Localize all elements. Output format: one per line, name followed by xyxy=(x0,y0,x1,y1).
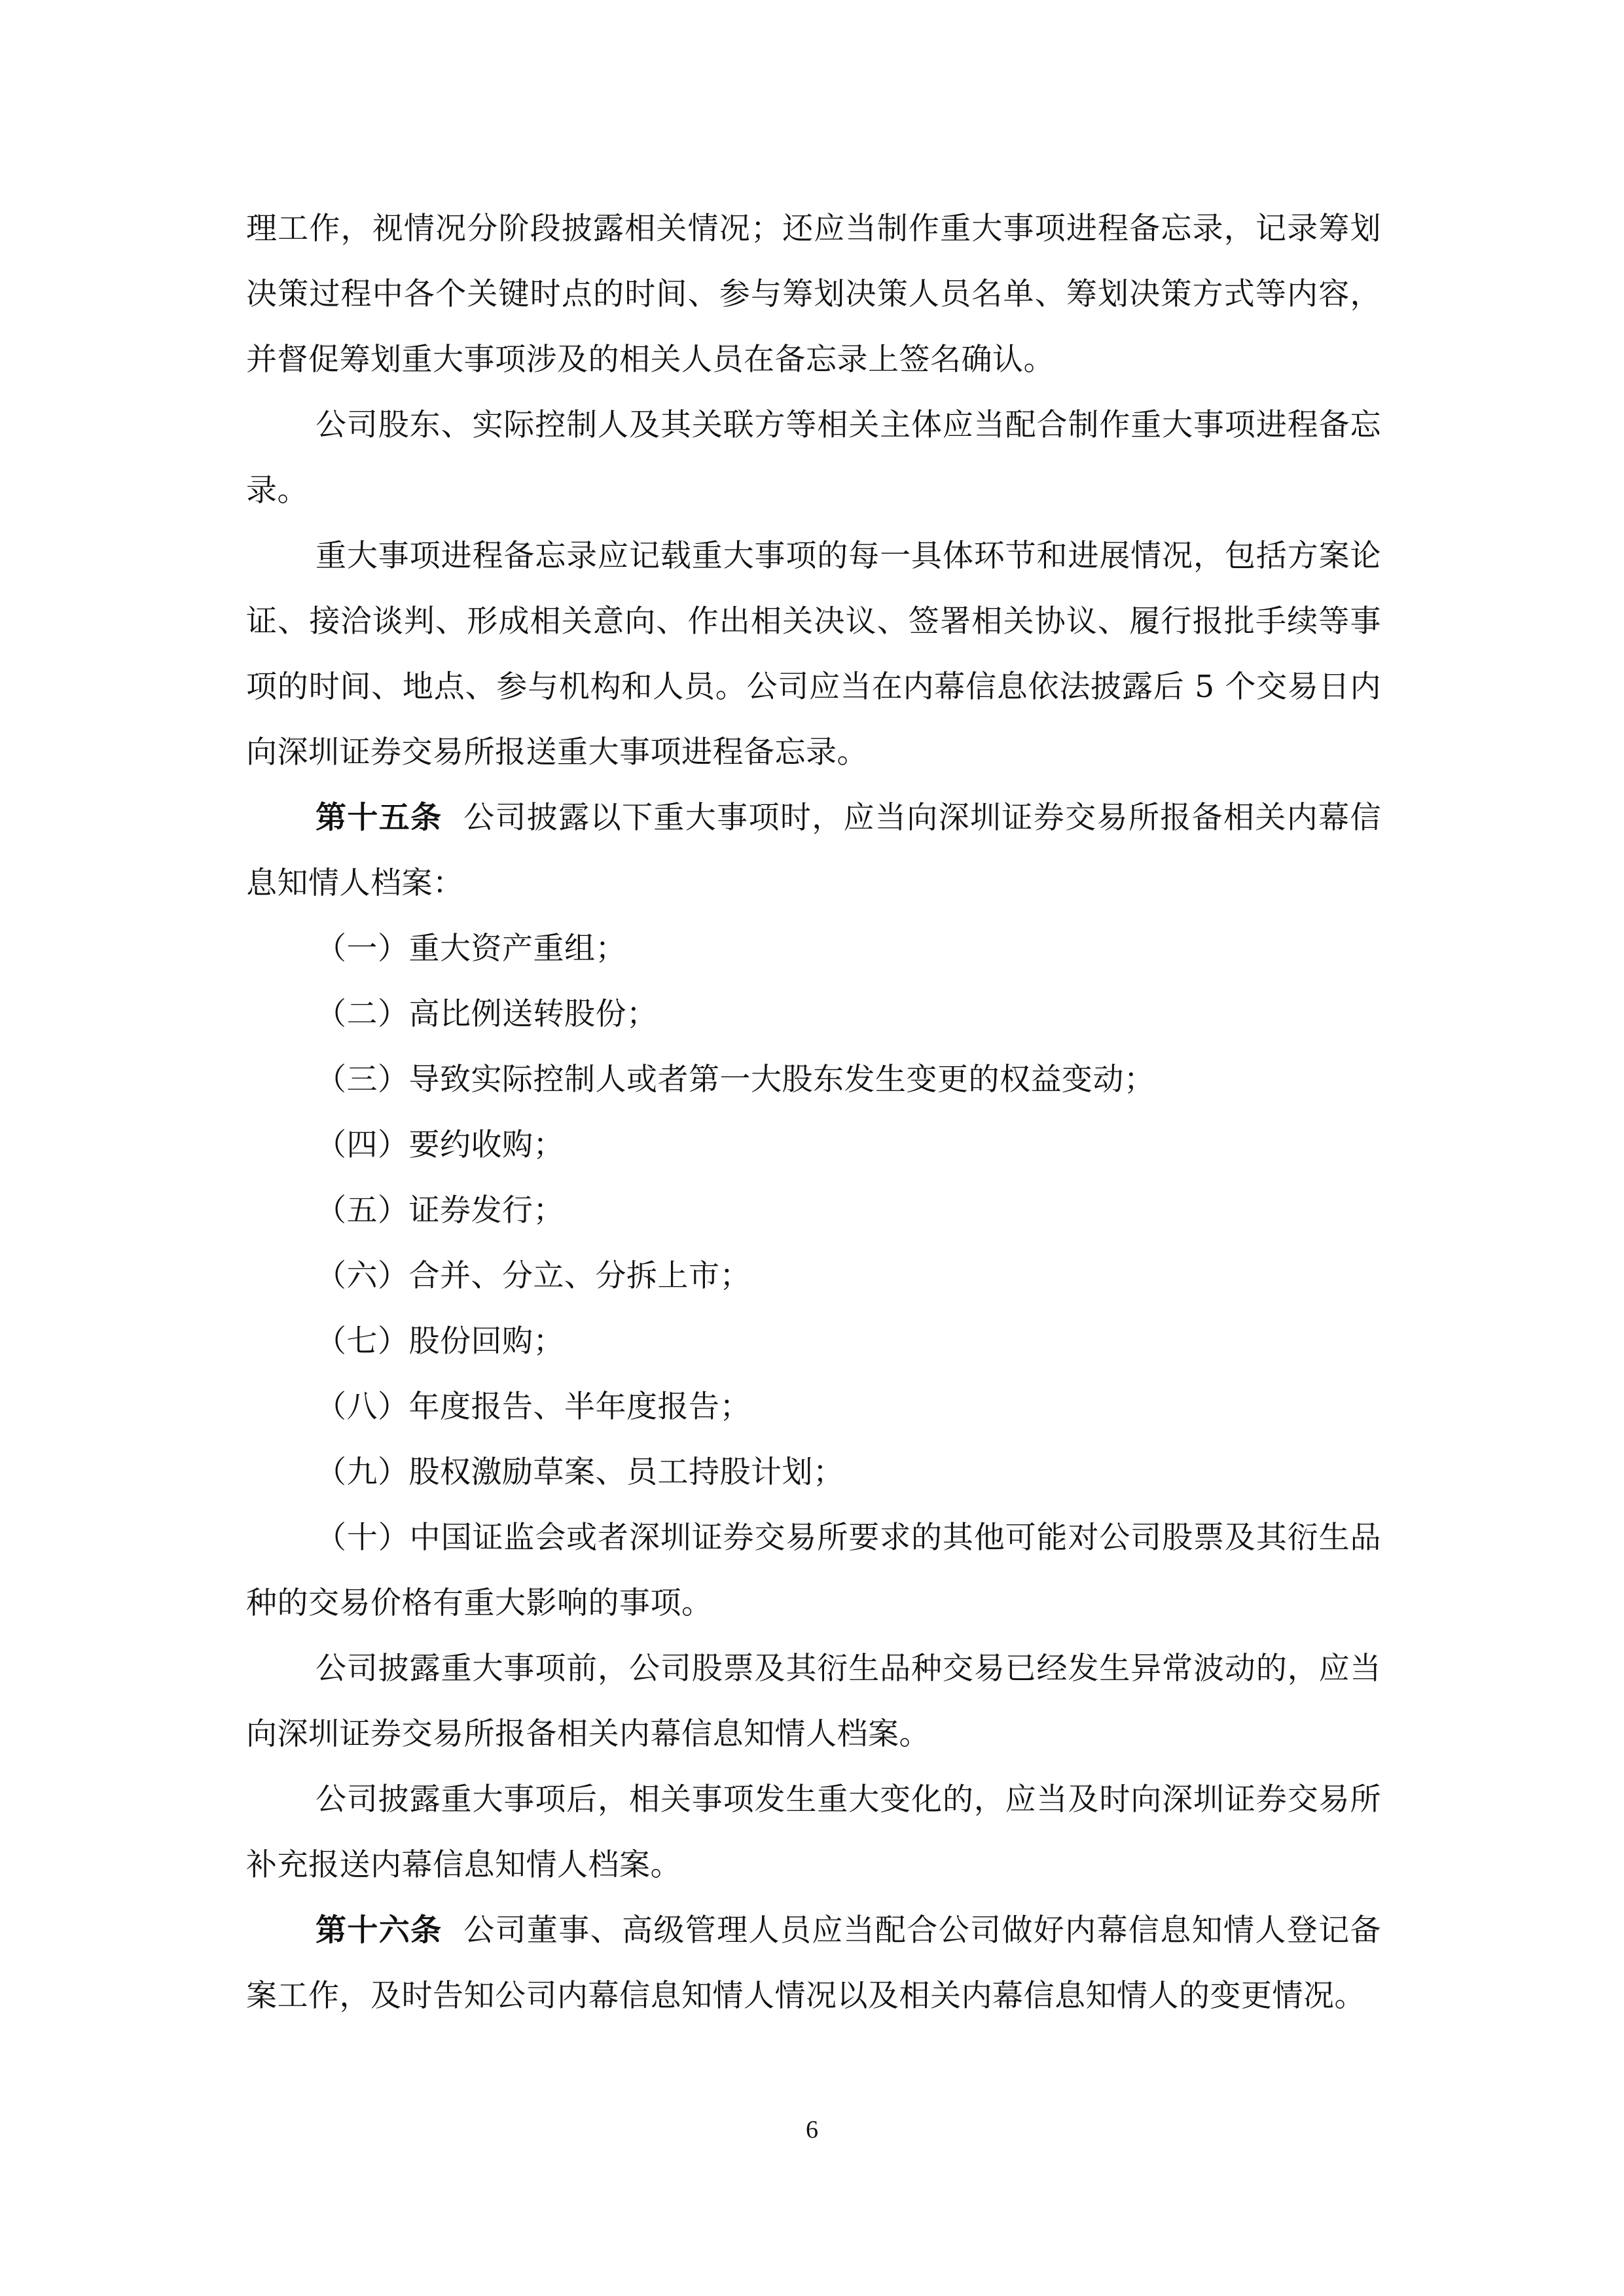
list-item: （三）导致实际控制人或者第一大股东发生变更的权益变动； xyxy=(316,1062,1155,1098)
list-item: （七）股份回购； xyxy=(316,1323,564,1359)
article-16-text: 公司董事、高级管理人员应当配合公司做好内幕信息知情人登记备案工作，及时告知公司内幕信息知情人情况以及相关内幕信息知情人的变更情况。 xyxy=(246,1912,1381,2014)
paragraph-continuation: 理工作，视情况分阶段披露相关情况；还应当制作重大事项进程备忘录，记录筹划决策过程中各个关键时点的时间、参与筹划决策人员名单、筹划决策方式等内容，并督促筹划重大事项涉及的相关人员在备忘录上签名确认。 xyxy=(246,211,1381,378)
list-item: （五）证券发行； xyxy=(316,1193,564,1229)
article-16 xyxy=(246,1898,1381,2029)
list-item: （一）重大资产重组； xyxy=(316,931,626,967)
list-item: （八）年度报告、半年度报告； xyxy=(316,1389,751,1425)
paragraph-memo-content: 重大事项进程备忘录应记载重大事项的每一具体环节和进展情况，包括方案论证、接洽谈判、形成相关意向、作出相关决议、签署相关协议、履行报批手续等事项的时间、地点、参与机构和人员。公司应当在内幕信息依法披露后 5 个交易日内向深圳证券交易所报送重大事项进程备忘录。 xyxy=(246,538,1381,770)
list-item: （二）高比例送转股份； xyxy=(316,996,658,1032)
list-item: （六）合并、分立、分拆上市； xyxy=(316,1258,751,1294)
article-15-heading: 第十五条 xyxy=(316,800,442,836)
document-body xyxy=(246,196,1381,2029)
list-item: （九）股权激励草案、员工持股计划； xyxy=(316,1454,844,1490)
list-item: （四）要约收购； xyxy=(316,1127,564,1163)
list-item-ten: （十）中国证监会或者深圳证券交易所要求的其他可能对公司股票及其衍生品种的交易价格有重大影响的事项。 xyxy=(246,1520,1381,1621)
article-15-text: 公司披露以下重大事项时，应当向深圳证券交易所报备相关内幕信息知情人档案： xyxy=(246,800,1381,901)
paragraph-after-disclosure: 公司披露重大事项后，相关事项发生重大变化的，应当及时向深圳证券交易所补充报送内幕信息知情人档案。 xyxy=(246,1782,1381,1883)
paragraph-before-disclosure: 公司披露重大事项前，公司股票及其衍生品种交易已经发生异常波动的，应当向深圳证券交易所报备相关内幕信息知情人档案。 xyxy=(246,1651,1381,1752)
article-16-heading: 第十六条 xyxy=(316,1912,442,1948)
paragraph-shareholders: 公司股东、实际控制人及其关联方等相关主体应当配合制作重大事项进程备忘录。 xyxy=(246,407,1381,509)
page-number: 6 xyxy=(806,2116,818,2144)
article-15 xyxy=(246,785,1381,916)
